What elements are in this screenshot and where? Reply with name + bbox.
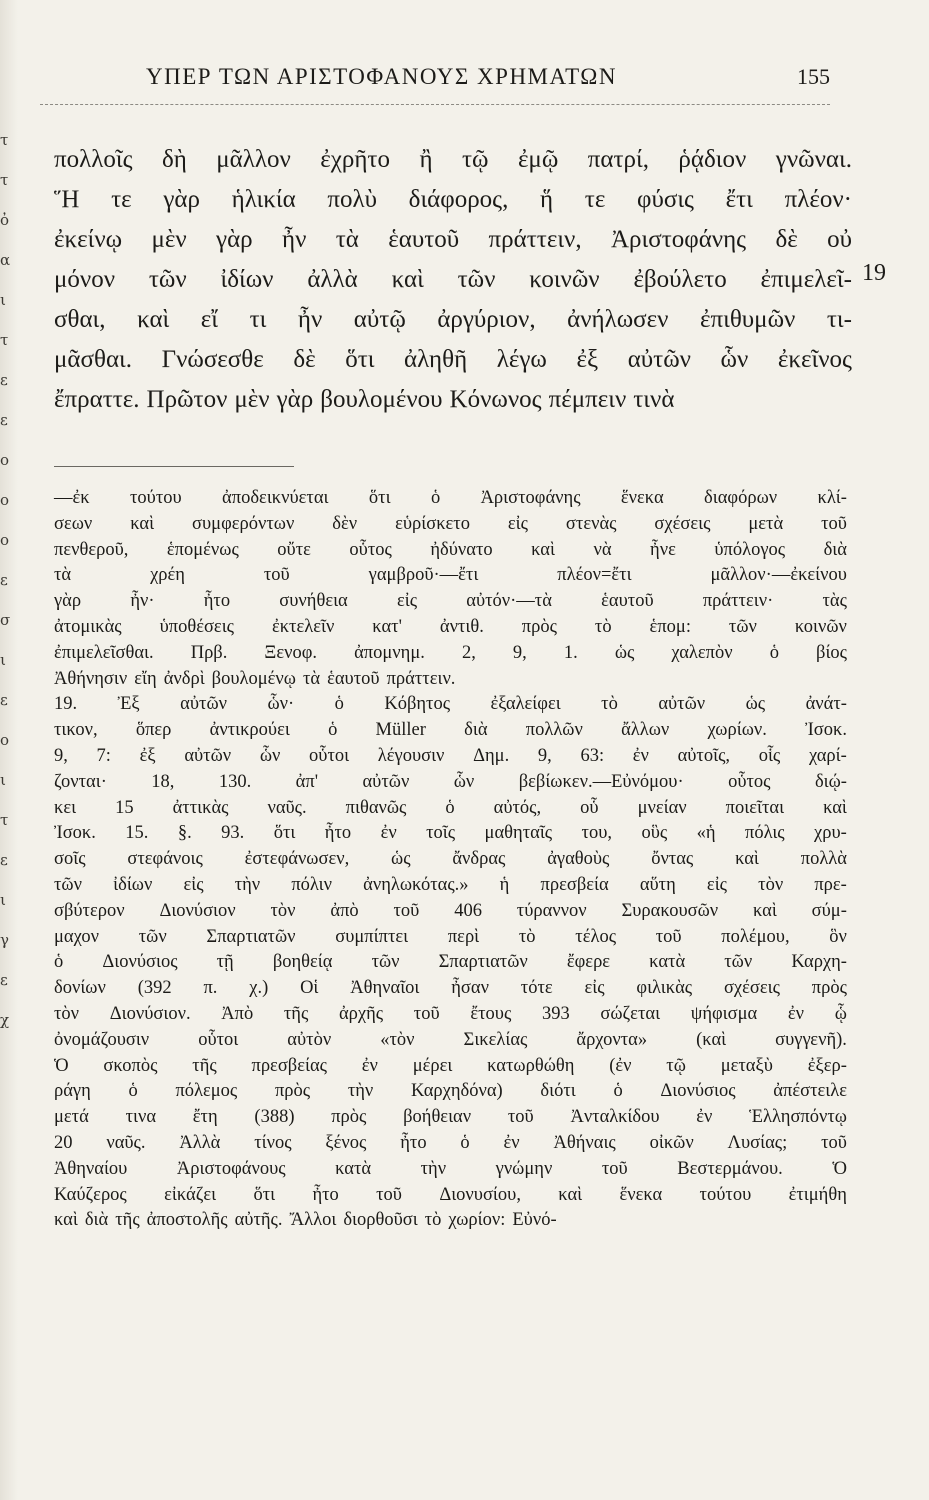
section-number: 19	[862, 260, 886, 286]
main-text-line: μόνον τῶν ἰδίων ἀλλὰ καὶ τῶν κοινῶν ἐβούλετο ἐπιμελεῖ-	[54, 266, 852, 293]
footnote-line: τὸν Διονύσιον. Ἀπὸ τῆς ἀρχῆς τοῦ ἔτους 393 σώζεται ψήφισμα ἐν ᾧ	[54, 1003, 847, 1024]
main-text-line: Ἥ τε γὰρ ἡλικία πολὺ διάφορος, ἥ τε φύσις ἔτι πλέον·	[54, 186, 852, 213]
margin-mark: τ	[0, 171, 9, 189]
footnote-line: τῶν ἰδίων εἰς τὴν πόλιν ἀνηλωκότας.» ἡ πρεσβεία αὕτη εἰς τὸν πρε-	[54, 874, 847, 895]
page-number: 155	[797, 64, 830, 89]
footnote-line: ὁ Διονύσιος τῇ βοηθείᾳ τῶν Σπαρτιατῶν ἔφερε κατὰ τῶν Καρχη-	[54, 952, 847, 973]
footnote-line: ράγη ὁ πόλεμος πρὸς τὴν Καρχηδόνα) διότι ὁ Διονύσιος ἀπέστειλε	[54, 1081, 847, 1102]
main-text	[54, 140, 859, 420]
footnote-line: τὰ χρέη τοῦ γαμβροῦ·—ἔτι πλέον=ἔτι μᾶλλον·—ἐκείνου	[54, 565, 847, 586]
margin-mark: σ	[0, 611, 11, 629]
footnote-line: ἀτομικὰς ὑποθέσεις ἐκτελεῖν κατ' ἀντιθ. πρὸς τὸ ἑπομ: τῶν κοινῶν	[54, 616, 847, 637]
footnote-line: τικον, ὅπερ ἀντικρούει ὁ Müller διὰ πολλῶν ἄλλων χωρίων. Ἰσοκ.	[54, 720, 847, 741]
margin-mark: ο	[0, 531, 10, 549]
footnote-line: —ἐκ τούτου ἀποδεικνύεται ὅτι ὁ Ἀριστοφάνης ἕνεκα διαφόρων κλί-	[54, 488, 847, 508]
margin-mark: ο	[0, 451, 10, 469]
footnote-line: Ἰσοκ. 15. §. 93. ὅτι ἦτο ἐν τοῖς μαθηταῖς του, οὓς «ἡ πόλις χρυ-	[54, 823, 847, 844]
main-text-line: σθαι, καὶ εἴ τι ἦν αὐτῷ ἀργύριον, ἀνήλωσεν ἐπιθυμῶν τι-	[54, 306, 852, 333]
margin-mark: τ	[0, 331, 9, 349]
footnote-line: σοῖς στεφάνοις ἐστεφάνωσεν, ὡς ἄνδρας ἀγαθοὺς ὄντας καὶ πολλὰ	[54, 849, 847, 870]
footnote-line: μαχον τῶν Σπαρτιατῶν συμπίπτει περὶ τὸ τέλος τοῦ πολέμου, ὃν	[54, 926, 847, 947]
margin-mark: ο	[0, 491, 10, 509]
margin-mark: ε	[0, 411, 8, 429]
footnote-line: Ἀθήνησιν εἴη ἀνδρὶ βουλομένῳ τὰ ἑαυτοῦ πράττειν.	[54, 668, 456, 689]
footnote-line: 19. Ἐξ αὐτῶν ὧν· ὁ Κόβητος ἐξαλείφει τὸ αὐτῶν ὡς ἀνάτ-	[54, 694, 847, 715]
footnote-line: ὀνομάζουσιν οὗτοι αὐτὸν «τὸν Σικελίας ἄρχοντα» (καὶ συγγενῆ).	[54, 1029, 847, 1050]
footnote-line: σεων καὶ συμφερόντων δὲν εὑρίσκετο εἰς στενὰς σχέσεις μετὰ τοῦ	[54, 513, 847, 534]
footnote-line: γὰρ ἦν· ἦτο συνήθεια εἰς αὐτόν·—τὰ ἑαυτοῦ πράττειν· τὰς	[54, 591, 847, 612]
margin-marks	[0, 120, 14, 1040]
margin-mark: ο	[0, 731, 10, 749]
footnote-rule	[54, 466, 294, 467]
margin-mark: τ	[0, 131, 9, 149]
footnote-line: Καύζερος εἰκάζει ὅτι ἦτο τοῦ Διονυσίου, καὶ ἕνεκα τούτου ἐτιμήθη	[54, 1184, 847, 1205]
main-text-line: μᾶσθαι. Γνώσεσθε δὲ ὅτι ἀληθῆ λέγω ἐξ αὐτῶν ὧν ἐκεῖνος	[54, 346, 852, 373]
footnote-line: 9, 7: ἐξ αὐτῶν ὧν οὗτοι λέγουσιν Δημ. 9, 63: ἐν αὐτοῖς, οἷς χαρί-	[54, 745, 847, 766]
margin-mark: ε	[0, 571, 8, 589]
main-text-line: πολλοῖς δὴ μᾶλλον ἐχρῆτο ἢ τῷ ἐμῷ πατρί, ῥᾴδιον γνῶναι.	[54, 146, 852, 173]
footnote-line: Ὁ σκοπὸς τῆς πρεσβείας ἐν μέρει κατωρθώθη (ἐν τῷ μεταξὺ ἐξερ-	[54, 1055, 847, 1076]
margin-mark: α	[0, 251, 11, 269]
margin-mark: ε	[0, 371, 8, 389]
footnote-line: καὶ διὰ τῆς ἀποστολῆς αὐτῆς. Ἄλλοι διορθοῦσι τὸ χωρίον: Εὐνό-	[54, 1210, 557, 1231]
footnote-line: ζονται· 18, 130. ἀπ' αὐτῶν ὧν βεβίωκεν.—Εὐνόμου· οὗτος διῴ-	[54, 771, 847, 792]
margin-mark: ε	[0, 971, 8, 989]
running-title: ΥΠΕΡ ΤΩΝ ΑΡΙΣΤΟΦΑΝΟΥΣ ΧΡΗΜΑΤΩΝ	[146, 64, 617, 89]
main-text-line: ἐκείνῳ μὲν γὰρ ἦν τὰ ἑαυτοῦ πράττειν, Ἀριστοφάνης δὲ οὐ	[54, 226, 852, 253]
margin-mark: τ	[0, 811, 9, 829]
main-text-line: ἔπραττε. Πρῶτον μὲν γὰρ βουλομένου Κόνωνος πέμπειν τινὰ	[54, 386, 675, 413]
footnote-line: δονίων (392 π. χ.) Οἱ Ἀθηναῖοι ἦσαν τότε εἰς φιλικὰς σχέσεις πρὸς	[54, 978, 847, 999]
margin-mark: ι	[0, 651, 6, 669]
footnote-line: 20 ναῦς. Ἀλλὰ τίνος ξένος ἦτο ὁ ἐν Ἀθήναις οἰκῶν Λυσίας; τοῦ	[54, 1132, 847, 1153]
margin-mark: ι	[0, 771, 6, 789]
margin-mark: ι	[0, 291, 6, 309]
page-header	[60, 64, 830, 104]
header-rule	[40, 104, 830, 106]
footnote-line: Ἀθηναίου Ἀριστοφάνους κατὰ τὴν γνώμην τοῦ Βεστερμάνου. Ὁ	[54, 1158, 847, 1179]
footnote-line: κει 15 ἀττικὰς ναῦς. πιθανῶς ὁ αὐτός, οὗ μνείαν ποιεῖται καὶ	[54, 797, 847, 818]
margin-mark: χ	[0, 1011, 10, 1029]
margin-mark: ε	[0, 691, 8, 709]
margin-mark: ε	[0, 851, 8, 869]
footnote-line: μετά τινα ἔτη (388) πρὸς βοήθειαν τοῦ Ἀνταλκίδου ἐν Ἑλλησπόντῳ	[54, 1107, 847, 1128]
margin-mark: γ	[0, 931, 9, 949]
footnotes	[54, 486, 854, 1234]
footnote-line: ἐπιμελεῖσθαι. Πρβ. Ξενοφ. ἀπομνημ. 2, 9, 1. ὡς χαλεπὸν ὁ βίος	[54, 642, 847, 663]
footnote-line: πενθεροῦ, ἑπομένως οὔτε οὗτος ἠδύνατο καὶ νὰ ἦνε ὑπόλογος διὰ	[54, 539, 847, 560]
footnote-line: σβύτερον Διονύσιον τὸν ἀπὸ τοῦ 406 τύραννον Συρακουσῶν καὶ σύμ-	[54, 900, 847, 921]
margin-mark: ὀ	[0, 211, 10, 229]
margin-mark: ι	[0, 891, 6, 909]
